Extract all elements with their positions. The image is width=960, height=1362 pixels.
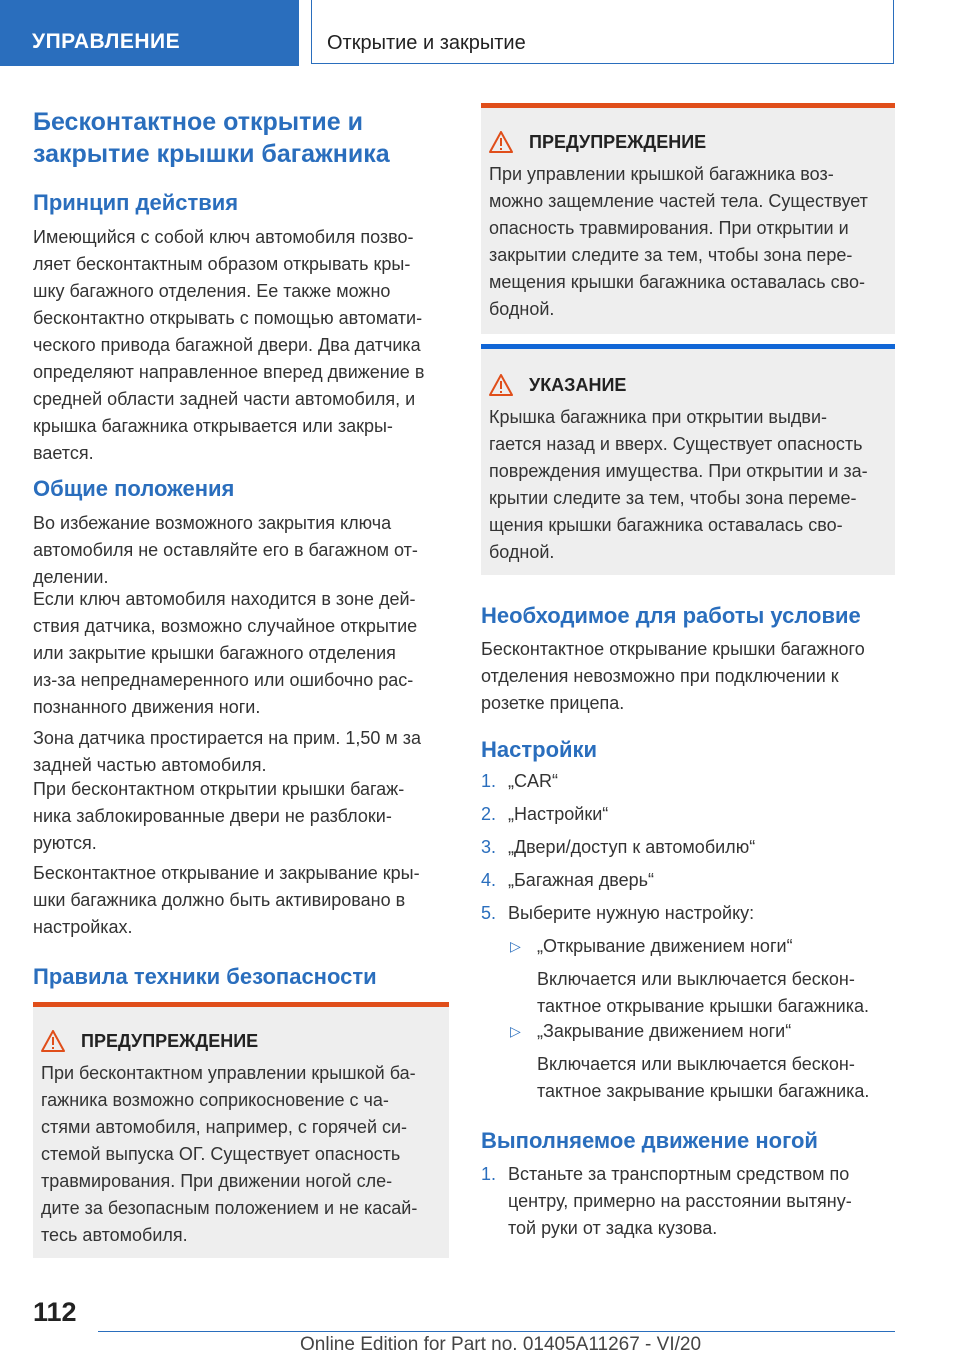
notice-title: УКАЗАНИЕ (529, 375, 627, 395)
list-item (481, 801, 895, 828)
text-line: травмирования. При движении ногой сле- (41, 1171, 393, 1191)
warning-box-right (481, 103, 895, 334)
text-line: делении. (33, 567, 109, 587)
notice-text (489, 404, 885, 566)
text-line: Крышка багажника при открытии выдви- (489, 407, 828, 427)
text-line: или закрытие крышки багажного отделения (33, 643, 396, 663)
text-line: тесь автомобиля. (41, 1225, 188, 1245)
sub-item-desc: тактное открывание крышки багажника. (537, 996, 869, 1016)
text-line: вается. (33, 443, 94, 463)
text-line: розетке прицепа. (481, 693, 625, 713)
text-line: автомобиля не оставляйте его в багажном от- (33, 540, 418, 560)
text-line: определяют направленное вперед движение в (33, 362, 425, 382)
text-line: закрытии следите за тем, чтобы зона пере- (489, 245, 853, 265)
text-line: Бесконтактное открывание крышки багажного (481, 639, 865, 659)
list-number: 1. (481, 1164, 497, 1184)
sub-item-desc: тактное закрывание крышки багажника. (537, 1081, 870, 1101)
footer-line (98, 1331, 895, 1332)
text-line: ствия датчика, возможно случайное открытие (33, 616, 418, 636)
sub-item-title: „Закрывание движением ноги“ (537, 1021, 792, 1041)
notice-bar (481, 344, 895, 349)
text-line: крытии следите за тем, чтобы зона переме- (489, 488, 857, 508)
sub-list-item (510, 1018, 895, 1045)
text-line: опасность травмирования. При открытии и (489, 218, 849, 238)
header-border-bottom (311, 63, 894, 64)
sub-list-item (510, 933, 895, 960)
text-line: ника заблокированные двери не разблоки- (33, 806, 392, 826)
notice-triangle-icon (489, 374, 513, 396)
text-line: Бесконтактное открывание и закрывание кры- (33, 863, 420, 883)
heading-safety: Правила техники безопасности (33, 964, 377, 989)
text-line: ческого привода багажной двери. Два датчика (33, 335, 421, 355)
text-line: стями автомобиля, например, с горячей си- (41, 1117, 408, 1137)
text-line: При бесконтактном открытии крышки багаж- (33, 779, 405, 799)
list-text: центру, примерно на расстоянии вытяну- (508, 1191, 852, 1211)
page-title-line2: закрытие крышки багажника (33, 140, 390, 168)
text-line: шки багажника должно быть активировано в (33, 890, 406, 910)
text-line: Во избежание возможного закрытия ключа (33, 513, 392, 533)
text-line: щения крышки багажника оставалась сво- (489, 515, 843, 535)
sub-item-desc: Включается или выключается бескон- (537, 969, 855, 989)
text-line: гается назад и вверх. Существует опасность (489, 434, 863, 454)
notice-box (481, 344, 895, 575)
text-line: средней области задней части автомобиля, и (33, 389, 416, 409)
heading-principle: Принцип действия (33, 190, 239, 215)
text-line: крышка багажника открывается или закры- (33, 416, 393, 436)
section-title: Открытие и закрытие (327, 32, 526, 54)
header-divider (311, 0, 312, 64)
list-item (481, 834, 895, 861)
text-line: бодной. (489, 299, 555, 319)
triangle-bullet-icon: ▷ (510, 938, 521, 954)
sub-item-desc: Включается или выключается бескон- (537, 1054, 855, 1074)
list-number: 1. (481, 771, 497, 791)
text-line: стемой выпуска ОГ. Существует опасность (41, 1144, 401, 1164)
warning-triangle-icon (489, 131, 513, 153)
warning-title: ПРЕДУПРЕЖДЕНИЕ (529, 132, 707, 152)
footer-edition: Online Edition for Part no. 01405A11267 - VI/20 (300, 1334, 702, 1355)
text-line: из-за непреднамеренного или ошибочно рас- (33, 670, 414, 690)
text-line: руются. (33, 833, 97, 853)
page-title-line1: Бесконтактное открытие и (33, 108, 363, 136)
text-line: настройках. (33, 917, 133, 937)
list-number: 2. (481, 804, 497, 824)
list-text: „Двери/доступ к автомобилю“ (508, 837, 756, 857)
text-line: повреждения имущества. При открытии и за- (489, 461, 868, 481)
list-text: той руки от задка кузова. (508, 1218, 718, 1238)
warning-box-left (33, 1002, 449, 1258)
text-line: При бесконтактном управлении крышкой ба- (41, 1063, 416, 1083)
list-text: „CAR“ (508, 771, 558, 791)
text-line: Зона датчика простирается на прим. 1,50 м за (33, 728, 422, 748)
text-line: шку багажного отделения. Ее также можно (33, 281, 391, 301)
list-text: Встаньте за транспортным средством по (508, 1164, 850, 1184)
text-line: Имеющийся с собой ключ автомобиля позво- (33, 227, 414, 247)
chapter-tab: УПРАВЛЕНИЕ (0, 0, 299, 66)
sub-item-title: „Открывание движением ноги“ (537, 936, 793, 956)
text-line: познанного движения ноги. (33, 697, 261, 717)
list-text: „Багажная дверь“ (508, 870, 654, 890)
text-line: задней частью автомобиля. (33, 755, 267, 775)
text-line: ляет бесконтактным образом открывать кры- (33, 254, 411, 274)
page-number: 112 (33, 1297, 77, 1327)
list-number: 4. (481, 870, 497, 890)
heading-general: Общие положения (33, 476, 235, 501)
list-number: 5. (481, 903, 497, 923)
warning-bar (481, 103, 895, 108)
text-line: отделения невозможно при подключении к (481, 666, 839, 686)
text-line: гажника возможно соприкосновение с ча- (41, 1090, 389, 1110)
text-line: можно защемление частей тела. Существует (489, 191, 868, 211)
list-item (481, 768, 895, 795)
text-line: бесконтактно открывать с помощью автомати- (33, 308, 423, 328)
heading-condition: Необходимое для работы условие (481, 603, 861, 628)
header-border-right (893, 0, 894, 64)
heading-motion: Выполняемое движение ногой (481, 1128, 818, 1153)
heading-settings: Настройки (481, 737, 598, 762)
text-line: мещения крышки багажника оставалась сво- (489, 272, 866, 292)
text-line: Если ключ автомобиля находится в зоне дей- (33, 589, 416, 609)
warning-triangle-icon (41, 1030, 65, 1052)
warning-title: ПРЕДУПРЕЖДЕНИЕ (81, 1031, 259, 1051)
warning-text (489, 161, 885, 323)
list-item (481, 900, 895, 927)
text-line: бодной. (489, 542, 555, 562)
list-text: „Настройки“ (508, 804, 609, 824)
text-line: При управлении крышкой багажника воз- (489, 164, 834, 184)
triangle-bullet-icon: ▷ (510, 1023, 521, 1039)
list-item (481, 867, 895, 894)
warning-text (41, 1060, 439, 1249)
text-line: дите за безопасным положением и не касай- (41, 1198, 418, 1218)
list-number: 3. (481, 837, 497, 857)
list-text: Выберите нужную настройку: (508, 903, 755, 923)
warning-bar (33, 1002, 449, 1007)
